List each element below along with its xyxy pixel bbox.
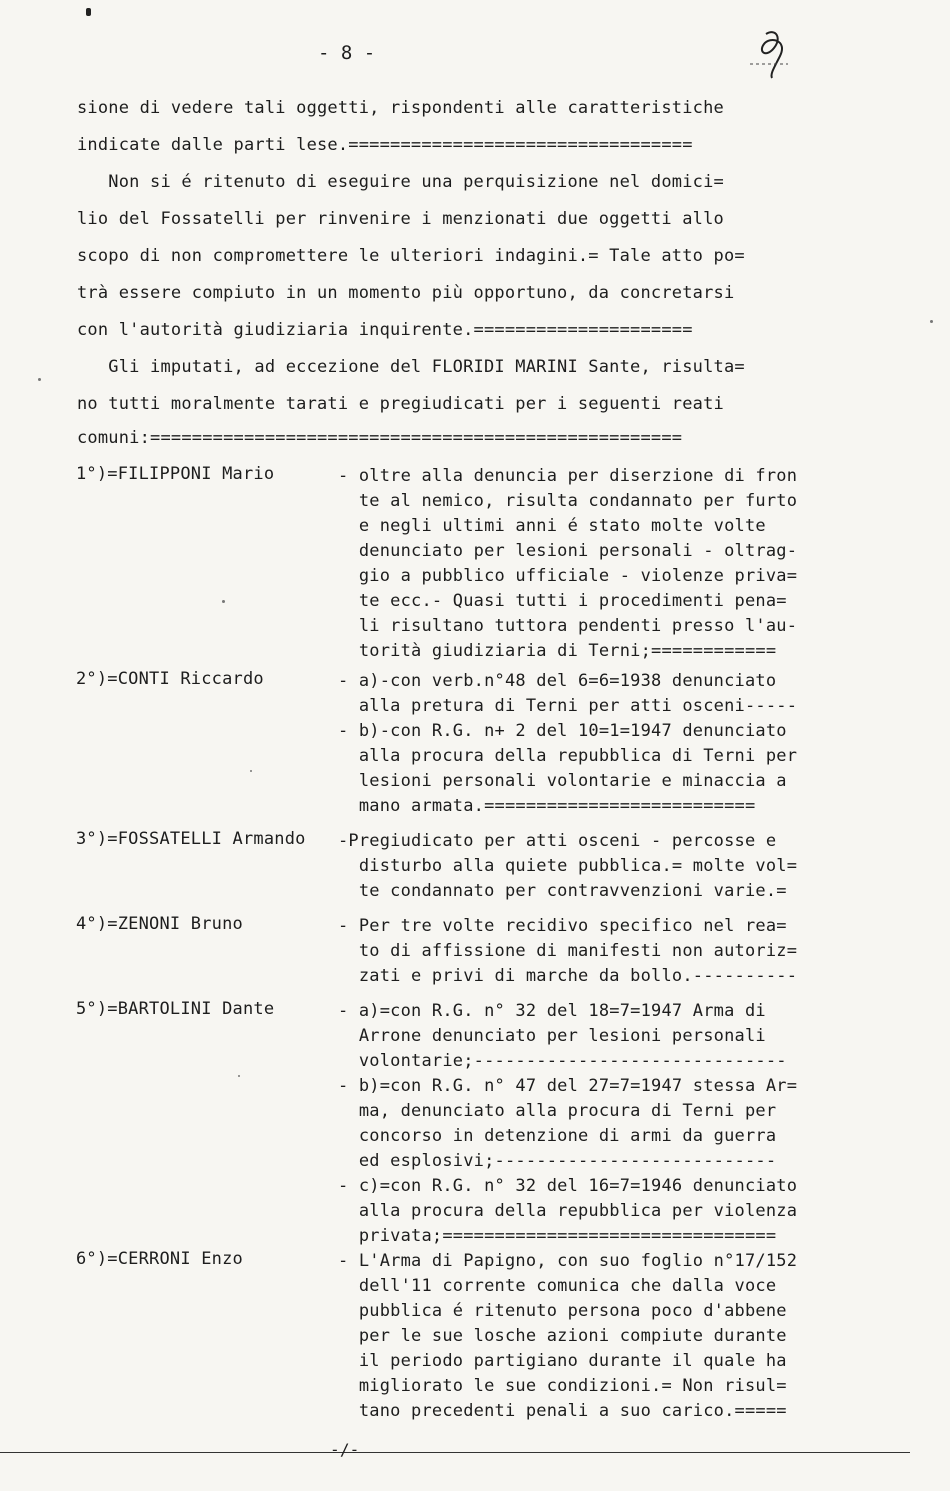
record-line: volontarie;------------------------------ bbox=[338, 1051, 787, 1071]
scan-speck bbox=[38, 378, 41, 381]
record-line: te al nemico, risulta condannato per furto bbox=[338, 491, 798, 511]
paragraph-line: Non si é ritenuto di eseguire una perquisizione nel domici= bbox=[77, 172, 724, 192]
record-line: te ecc.- Quasi tutti i procedimenti pena= bbox=[338, 591, 787, 611]
paragraph-line: Gli imputati, ad eccezione del FLORIDI MARINI Sante, risulta= bbox=[77, 357, 745, 377]
record-line: to di affissione di manifesti non autoriz= bbox=[338, 941, 798, 961]
defendant-name: 4°)=ZENONI Bruno bbox=[76, 914, 243, 934]
paragraph-line: indicate dalle parti lese.================================= bbox=[77, 135, 693, 155]
record-line: alla procura della repubblica di Terni per bbox=[338, 746, 798, 766]
record-line: dell'11 corrente comunica che dalla voce bbox=[338, 1276, 777, 1296]
scan-speck bbox=[238, 1075, 240, 1077]
defendant-record bbox=[338, 669, 797, 819]
record-line: lesioni personali volontarie e minaccia a bbox=[338, 771, 787, 791]
continuation-mark: -/- bbox=[330, 1440, 360, 1459]
defendant-name: 5°)=BARTOLINI Dante bbox=[76, 999, 275, 1019]
scan-speck bbox=[222, 600, 225, 603]
defendant-name: 6°)=CERRONI Enzo bbox=[76, 1249, 243, 1269]
record-line: - b)-con R.G. n+ 2 del 10=1=1947 denunciato bbox=[338, 721, 787, 741]
record-line: - a)=con R.G. n° 32 del 18=7=1947 Arma di bbox=[338, 1001, 766, 1021]
record-line: - oltre alla denuncia per diserzione di fron bbox=[338, 466, 798, 486]
handwritten-mark bbox=[748, 28, 798, 80]
record-line: mano armata.========================== bbox=[338, 796, 756, 816]
defendant-name: 2°)=CONTI Riccardo bbox=[76, 669, 264, 689]
scan-speck bbox=[250, 770, 252, 772]
defendant-record bbox=[338, 1249, 797, 1424]
record-line: - L'Arma di Papigno, con suo foglio n°17/152 bbox=[338, 1251, 798, 1271]
defendant-name: 1°)=FILIPPONI Mario bbox=[76, 464, 275, 484]
record-line: denunciato per lesioni personali - oltrag- bbox=[338, 541, 798, 561]
ink-dot bbox=[86, 8, 91, 16]
paragraph-line: con l'autorità giudiziaria inquirente.===================== bbox=[77, 320, 693, 340]
record-line: -Pregiudicato per atti osceni - percosse e bbox=[338, 831, 777, 851]
record-line: zati e privi di marche da bollo.---------- bbox=[338, 966, 798, 986]
record-line: ed esplosivi;--------------------------- bbox=[338, 1151, 777, 1171]
record-line: per le sue losche azioni compiute durante bbox=[338, 1326, 787, 1346]
record-line: - c)=con R.G. n° 32 del 16=7=1946 denunciato bbox=[338, 1176, 798, 1196]
record-line: gio a pubblico ufficiale - violenze priva= bbox=[338, 566, 798, 586]
record-line: torità giudiziaria di Terni;============ bbox=[338, 641, 777, 661]
record-line: privata;================================ bbox=[338, 1226, 777, 1246]
record-line: - Per tre volte recidivo specifico nel rea= bbox=[338, 916, 787, 936]
bottom-rule bbox=[0, 1452, 910, 1453]
record-line: te condannato per contravvenzioni varie.= bbox=[338, 881, 787, 901]
record-line: pubblica é ritenuto persona poco d'abbene bbox=[338, 1301, 787, 1321]
scan-speck bbox=[930, 320, 933, 323]
paragraph-line: scopo di non compromettere le ulteriori indagini.= Tale atto po= bbox=[77, 246, 745, 266]
record-line: ma, denunciato alla procura di Terni per bbox=[338, 1101, 777, 1121]
paragraph-line: trà essere compiuto in un momento più opportuno, da concretarsi bbox=[77, 283, 735, 303]
record-line: tano precedenti penali a suo carico.===== bbox=[338, 1401, 787, 1421]
record-line: - a)-con verb.n°48 del 6=6=1938 denunciato bbox=[338, 671, 777, 691]
record-line: Arrone denunciato per lesioni personali bbox=[338, 1026, 766, 1046]
record-line: alla procura della repubblica per violenza bbox=[338, 1201, 798, 1221]
paragraph-line: no tutti moralmente tarati e pregiudicati per i seguenti reati bbox=[77, 394, 724, 414]
record-line: alla pretura di Terni per atti osceni----- bbox=[338, 696, 798, 716]
defendant-name: 3°)=FOSSATELLI Armando bbox=[76, 829, 306, 849]
paragraph-line: lio del Fossatelli per rinvenire i menzionati due oggetti allo bbox=[77, 209, 724, 229]
record-line: concorso in detenzione di armi da guerra bbox=[338, 1126, 777, 1146]
defendant-record bbox=[338, 829, 797, 904]
record-line: e negli ultimi anni é stato molte volte bbox=[338, 516, 766, 536]
record-line: disturbo alla quiete pubblica.= molte vol= bbox=[338, 856, 798, 876]
record-line: il periodo partigiano durante il quale ha bbox=[338, 1351, 787, 1371]
defendant-record bbox=[338, 999, 797, 1249]
page-number: - 8 - bbox=[318, 42, 376, 64]
defendant-record bbox=[338, 464, 797, 664]
record-line: - b)=con R.G. n° 47 del 27=7=1947 stessa Ar= bbox=[338, 1076, 798, 1096]
paragraph-line: comuni:=================================================== bbox=[77, 428, 683, 448]
defendant-record bbox=[338, 914, 797, 989]
record-line: migliorato le sue condizioni.= Non risul= bbox=[338, 1376, 787, 1396]
paragraph-line: sione di vedere tali oggetti, rispondenti alle caratteristiche bbox=[77, 98, 724, 118]
record-line: li risultano tuttora pendenti presso l'au- bbox=[338, 616, 798, 636]
